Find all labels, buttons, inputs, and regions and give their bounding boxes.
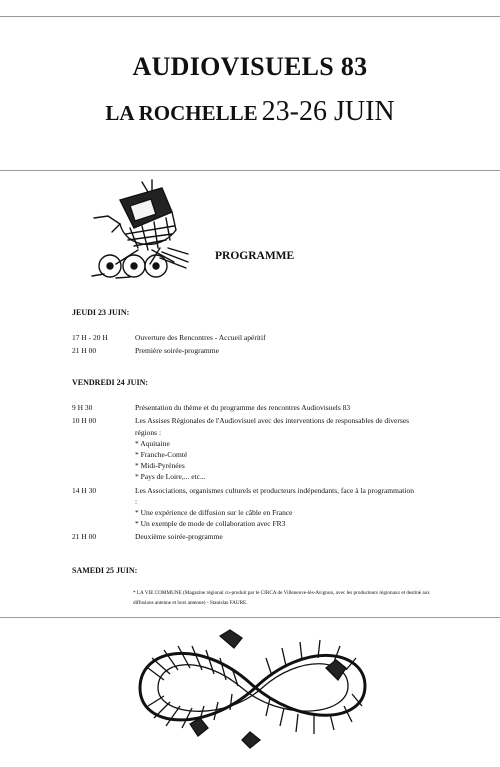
top-rule <box>0 16 500 17</box>
desc-vendredi-2-line-5: * Midi-Pyrénées <box>135 461 185 470</box>
time-jeudi-1: 17 H - 20 H <box>72 333 108 342</box>
desc-vendredi-1: Présentation du thème et du programme des rencontres Audiovisuels 83 <box>135 403 351 412</box>
subtitle-dates: 23-26 JUIN <box>261 96 395 127</box>
day-heading-vendredi: VENDREDI 24 JUIN: <box>72 378 149 387</box>
desc-vendredi-4: Deuxième soirée-programme <box>135 532 223 541</box>
time-vendredi-1: 9 H 30 <box>72 403 93 412</box>
pram-with-tv-illustration <box>90 178 190 283</box>
header-bottom-rule <box>0 170 500 171</box>
time-jeudi-2: 21 H 00 <box>72 346 97 355</box>
desc-vendredi-3-line-1: Les Associations, organismes culturels et producteurs indépendants, face à la programmation <box>135 486 414 495</box>
desc-vendredi-2-line-6: * Pays de Loire,... etc... <box>135 472 206 481</box>
time-vendredi-3: 14 H 30 <box>72 486 97 495</box>
mobius-strip-illustration <box>130 628 375 753</box>
day-heading-samedi: SAMEDI 25 JUIN: <box>72 566 138 575</box>
page-title: AUDIOVISUELS 83 <box>132 52 368 81</box>
desc-vendredi-3-line-3: * Une expérience de diffusion sur le câble en France <box>135 508 293 517</box>
desc-jeudi-1: Ouverture des Rencontres - Accueil apéritif <box>135 333 266 342</box>
desc-vendredi-2-line-1: Les Assises Régionales de l'Audiovisuel avec des interventions de responsables de diverses <box>135 416 409 425</box>
desc-vendredi-2-line-2: régions : <box>135 428 162 437</box>
desc-jeudi-2: Première soirée-programme <box>135 346 219 355</box>
time-vendredi-4: 21 H 00 <box>72 532 97 541</box>
desc-vendredi-2-line-3: * Aquitaine <box>135 439 170 448</box>
subtitle-city: LA ROCHELLE <box>105 101 258 125</box>
desc-vendredi-3-line-4: * Un exemple de mode de collaboration avec FR3 <box>135 519 286 528</box>
programme-heading: PROGRAMME <box>215 250 295 262</box>
page-subtitle <box>0 96 500 128</box>
time-vendredi-2: 10 H 00 <box>72 416 97 425</box>
desc-vendredi-2-line-4: * Franche-Comté <box>135 450 188 459</box>
day-heading-jeudi: JEUDI 23 JUIN: <box>72 308 130 317</box>
footer-top-rule <box>0 617 500 618</box>
samedi-note: * LA VIE COMMUNE (Magazine régional co-produit par le CIRCA de Villeneuve-lès-Avignon, avec les producteurs régionaux et destiné aux diffusions antenne et hors antenne) - Stanislas FAURE. <box>133 590 430 606</box>
desc-vendredi-3-line-2: : <box>135 497 138 506</box>
